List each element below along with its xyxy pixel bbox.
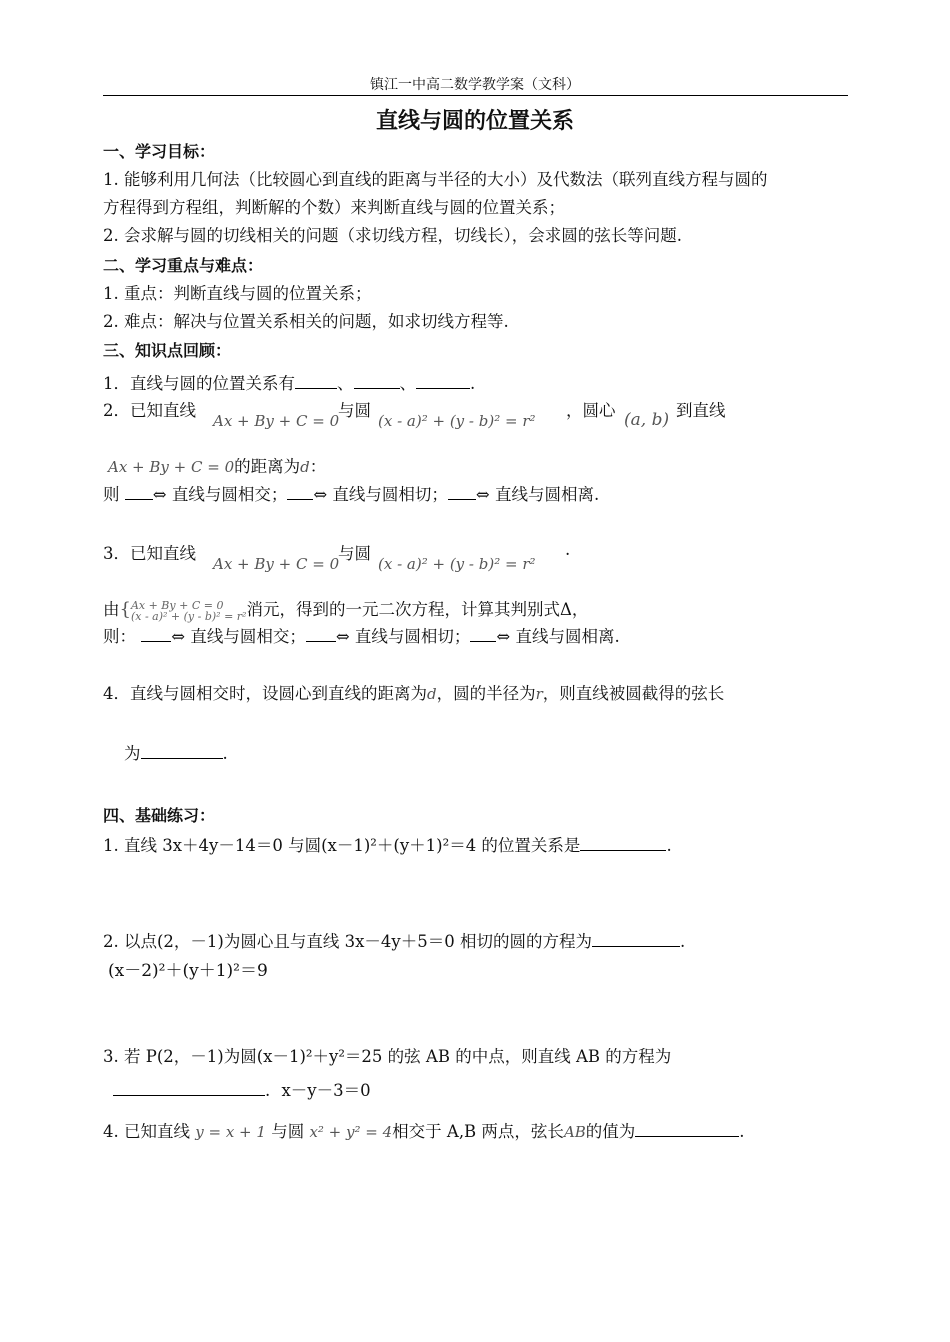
text: 则 xyxy=(103,485,120,504)
keypoint-line-2: 2. 难点：解决与位置关系相关的问题，如求切线方程等. xyxy=(103,312,509,331)
system-eq-2: (x - a)² + (y - b)² = r² xyxy=(130,609,247,623)
text: 4．直线与圆相交时，设圆心到直线的距离为 xyxy=(103,684,427,703)
review-item-4 xyxy=(103,680,724,704)
text: 与圆 xyxy=(271,1122,305,1141)
var-d: d xyxy=(300,458,310,476)
chord-ab: AB xyxy=(563,1123,586,1141)
sep: 、 xyxy=(337,374,354,393)
text: 与圆 xyxy=(338,401,371,420)
line-equation: y = x + 1 xyxy=(195,1123,266,1141)
line-equation: Ax + By + C = 0 xyxy=(108,458,235,476)
line-equation: Ax + By + C = 0 xyxy=(213,412,340,430)
review-item-1-text: 1．直线与圆的位置关系有 xyxy=(103,374,295,393)
blank[interactable] xyxy=(287,485,313,500)
blank[interactable] xyxy=(635,1122,739,1137)
page-header: 镇江一中高二数学教学案（文科） xyxy=(370,77,580,93)
text: ⇔ 直线与圆相切； xyxy=(313,485,448,504)
keypoint-line-1: 1. 重点：判断直线与圆的位置关系； xyxy=(103,284,372,303)
period: . xyxy=(265,1081,271,1100)
blank[interactable] xyxy=(592,932,680,947)
circle-equation: (x - a)² + (y - b)² = r² xyxy=(378,555,536,573)
text: 消元，得到的一元二次方程，计算其判别式Δ， xyxy=(246,600,589,619)
text: ： xyxy=(309,457,327,476)
circle-center: (a, b) xyxy=(624,410,670,430)
blank[interactable] xyxy=(580,836,666,851)
period: . xyxy=(739,1122,745,1141)
objective-line-2: 方程得到方程组，判断解的个数）来判断直线与圆的位置关系； xyxy=(103,198,565,217)
blank[interactable] xyxy=(141,627,171,642)
blank[interactable] xyxy=(125,485,153,500)
text: ，则直线被圆截得的弦长 xyxy=(542,684,725,703)
review-item-2-text: 2．已知直线 xyxy=(103,401,196,420)
text: 的值为 xyxy=(585,1122,636,1141)
blank[interactable] xyxy=(295,374,337,389)
blank[interactable] xyxy=(470,627,496,642)
section-heading-2: 二、学习重点与难点： xyxy=(103,256,264,275)
text: 1. 直线 3x＋4y－14＝0 与圆(x－1)²＋(y＋1)²＝4 的位置关系是 xyxy=(103,836,581,855)
blank[interactable] xyxy=(141,744,223,759)
text: ⇔ 直线与圆相离. xyxy=(496,627,620,646)
text: 的距离为 xyxy=(234,457,301,476)
period: . xyxy=(666,836,672,855)
objective-line-1: 1. 能够利用几何法（比较圆心到直线的距离与半径的大小）及代数法（联列直线方程与圆的 xyxy=(103,170,768,189)
review-item-3: 3．已知直线 xyxy=(103,544,196,563)
text: 则： xyxy=(103,627,136,646)
geometric-criteria xyxy=(103,481,599,505)
text: 2. 以点(2，－1)为圆心且与直线 3x－4y＋5＝0 相切的圆的方程为 xyxy=(103,932,592,951)
exercise-1 xyxy=(103,832,672,856)
text: 到直线 xyxy=(676,401,726,420)
line-equation: Ax + By + C = 0 xyxy=(213,555,340,573)
section-heading-3: 三、知识点回顾： xyxy=(103,341,232,360)
algebraic-criteria xyxy=(103,623,620,647)
period: . xyxy=(679,932,686,951)
blank[interactable] xyxy=(416,374,470,389)
review-item-1 xyxy=(103,370,475,394)
exercise-2-answer: (x－2)²＋(y＋1)²＝9 xyxy=(108,961,268,981)
blank[interactable] xyxy=(448,485,476,500)
exercise-3: 3. 若 P(2，－1)为圆(x－1)²＋y²＝25 的弦 AB 的中点，则直线 AB 的方程为 xyxy=(103,1047,672,1066)
period: . xyxy=(222,744,228,763)
objective-line-3: 2. 会求解与圆的切线相关的问题（求切线方程，切线长），会求圆的弦长等问题. xyxy=(103,226,682,245)
sep: 、 xyxy=(399,374,416,393)
var-d: d xyxy=(427,685,437,703)
exercise-2 xyxy=(103,928,685,952)
system-eq-1: Ax + By + C = 0 xyxy=(130,598,224,612)
text: . xyxy=(565,540,571,559)
text: ⇔ 直线与圆相交； xyxy=(171,627,306,646)
circle-equation: x² + y² = 4 xyxy=(309,1123,393,1141)
distance-line xyxy=(108,453,326,477)
blank[interactable] xyxy=(113,1081,265,1096)
exercise-3-answer: x－y－3＝0 xyxy=(281,1081,371,1100)
circle-equation: (x - a)² + (y - b)² = r² xyxy=(378,412,536,430)
section-heading-4: 四、基础练习： xyxy=(103,806,216,825)
blank[interactable] xyxy=(354,374,400,389)
equation-system xyxy=(131,600,247,622)
text: ，圆的半径为 xyxy=(436,684,536,703)
section-heading-1: 一、学习目标： xyxy=(103,142,216,161)
algebraic-method xyxy=(103,596,588,622)
review-item-2 xyxy=(103,397,196,421)
text: 相交于 A,B 两点，弦长 xyxy=(392,1122,564,1141)
blank[interactable] xyxy=(306,627,336,642)
text: ⇔ 直线与圆相离. xyxy=(475,485,600,504)
text: 与圆 xyxy=(338,544,371,563)
text: ⇔ 直线与圆相切； xyxy=(335,627,471,646)
chord-length-blank xyxy=(124,740,228,764)
page-title: 直线与圆的位置关系 xyxy=(375,109,574,134)
text: ⇔ 直线与圆相交； xyxy=(152,485,288,504)
var-r: r xyxy=(535,685,543,703)
exercise-3-answer-line xyxy=(113,1077,371,1101)
text: ，圆心 xyxy=(566,401,616,420)
text: 为 xyxy=(124,744,141,763)
exercise-4 xyxy=(103,1118,745,1142)
period: . xyxy=(470,374,476,393)
text: 由 xyxy=(103,600,120,619)
header-rule xyxy=(103,95,848,96)
text: 4. 已知直线 xyxy=(103,1122,190,1141)
brace: { xyxy=(119,599,131,620)
